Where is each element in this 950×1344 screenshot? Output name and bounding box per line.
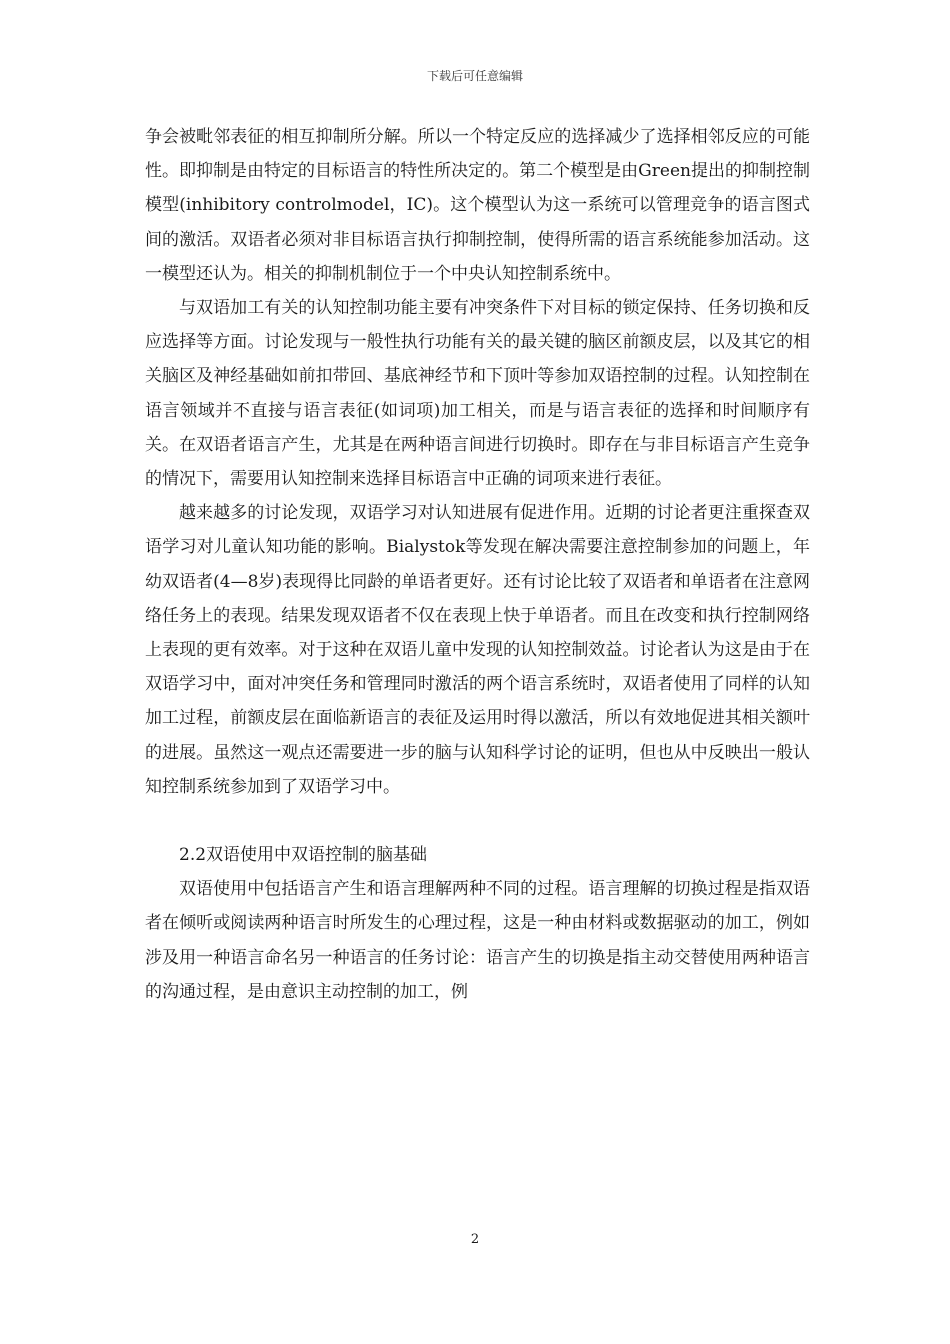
page-header: 下载后可任意编辑 <box>426 69 523 83</box>
section-heading: 2.2双语使用中双语控制的脑基础 <box>179 845 428 866</box>
paragraph-cognitive-control: 与双语加工有关的认知控制功能主要有冲突条件下对目标的锁定保持、任务切换和反应选择等方面。讨论发现与一般性执行功能有关的最关键的脑区前额皮层，以及其它的相关脑区及神经基础如前扣带回、基底神经节和下顶叶等参加双语控制的过程。认知控制在语言领域并不直接与语言表征(如词项)加工相关，而是与语言表征的选择和时间顺序有关。在双语者语言产生，尤其是在两种语言间进行切换时。即存在与非目标语言产生竞争的情况下，需要用认知控制来选择目标语言中正确的词项来进行表征。 <box>145 298 810 490</box>
paragraph-continuation: 争会被毗邻表征的相互抑制所分解。所以一个特定反应的选择减少了选择相邻反应的可能性。即抑制是由特定的目标语言的特性所决定的。第二个模型是由Green提出的抑制控制模型(inhibitory controlmodel，IC)。这个模型认为这一系统可以管理竞争的语言图式间的激活。双语者必须对非目标语言执行抑制控制，使得所需的语言系统能参加活动。这一模型还认为。相关的抑制机制位于一个中央认知控制系统中。 <box>145 127 810 284</box>
document-body <box>145 120 810 1009</box>
paragraph-bilingual-use: 双语使用中包括语言产生和语言理解两种不同的过程。语言理解的切换过程是指双语者在倾听或阅读两种语言时所发生的心理过程，这是一种由材料或数据驱动的加工，例如涉及用一种语言命名另一种语言的任务讨论：语言产生的切换是指主动交替使用两种语言的沟通过程，是由意识主动控制的加工，例 <box>145 879 810 1002</box>
page-number: 2 <box>470 1232 480 1247</box>
paragraph-bilingual-learning: 越来越多的讨论发现，双语学习对认知进展有促进作用。近期的讨论者更注重探查双语学习对儿童认知功能的影响。Bialystok等发现在解决需要注意控制参加的问题上，年幼双语者(4—8岁)表现得比同龄的单语者更好。还有讨论比较了双语者和单语者在注意网络任务上的表现。结果发现双语者不仅在表现上快于单语者。而且在改变和执行控制网络上表现的更有效率。对于这种在双语儿童中发现的认知控制效益。讨论者认为这是由于在双语学习中，面对冲突任务和管理同时激活的两个语言系统时，双语者使用了同样的认知加工过程，前额皮层在面临新语言的表征及运用时得以激活，所以有效地促进其相关额叶的进展。虽然这一观点还需要进一步的脑与认知科学讨论的证明，但也从中反映出一般认知控制系统参加到了双语学习中。 <box>145 503 810 797</box>
